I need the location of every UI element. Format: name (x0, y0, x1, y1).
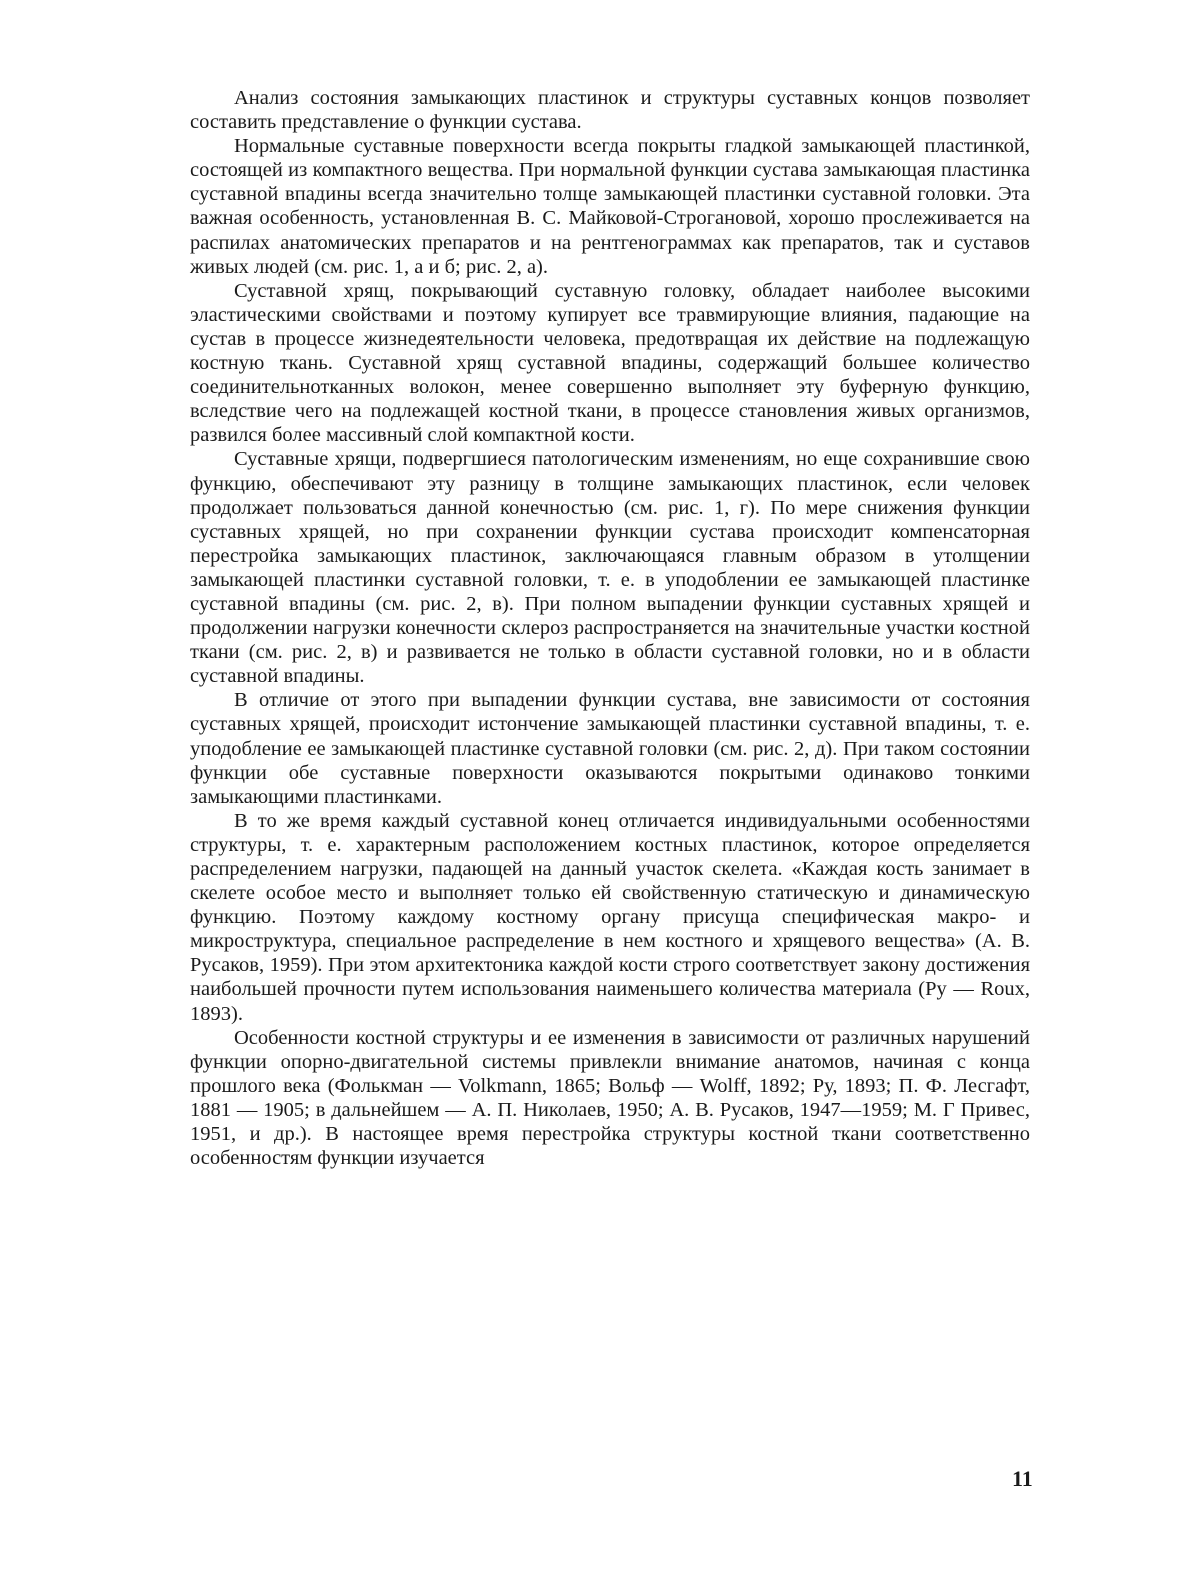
paragraph-3: Суставной хрящ, покрывающий суставную головку, обладает наиболее высокими эластическими свойствами и поэтому купирует все травмирующие влияния, падающие на сустав в процессе жизнедеятельности человека, предотвращая их действие на подлежащую костную ткань. Суставной хрящ суставной впадины, содержащий большее количество соединительнотканных волокон, менее совершенно выполняет эту буферную функцию, вследствие чего на подлежащей костной ткани, в процессе становления живых организмов, развился более массивный слой компактной кости. (190, 279, 1030, 447)
paragraph-6: В то же время каждый суставной конец отличается индивидуальными особенностями структуры, т. е. характерным расположением костных пластинок, которое определяется распределением нагрузки, падающей на данный участок скелета. «Каждая кость занимает в скелете особое место и выполняет только ей свойственную статическую и динамическую функцию. Поэтому каждому костному органу присуща специфическая макро- и микроструктура, специальное распределение в нем костного и хрящевого вещества» (А. В. Русаков, 1959). При этом архитектоника каждой кости строго соответствует закону достижения наибольшей прочности путем использования наименьшего количества материала (Ру — Roux, 1893). (190, 809, 1030, 1025)
body-text (190, 86, 1030, 1170)
paragraph-1: Анализ состояния замыкающих пластинок и структуры суставных концов позволяет составить представление о функции сустава. (190, 87, 1030, 134)
page-number: 11 (1012, 1466, 1033, 1491)
paragraph-5: В отличие от этого при выпадении функции сустава, вне зависимости от состояния суставных хрящей, происходит истончение замыкающей пластинки суставной впадины, т. е. уподобление ее замыкающей пластинке суставной головки (см. рис. 2, д). При таком состоянии функции обе суставные поверхности оказываются покрытыми одинаково тонкими замыкающими пластинками. (190, 689, 1030, 808)
paragraph-2: Нормальные суставные поверхности всегда покрыты гладкой замыкающей пластинкой, состоящей из компактного вещества. При нормальной функции сустава замыкающая пластинка суставной впадины всегда значительно толще замыкающей пластинки суставной головки. Эта важная особенность, установленная В. С. Майковой-Строгановой, хорошо прослеживается на распилах анатомических препаратов и на рентгенограммах как препаратов, так и суставов живых людей (см. рис. 1, а и б; рис. 2, а). (190, 135, 1030, 278)
paragraph-7: Особенности костной структуры и ее изменения в зависимости от различных нарушений функции опорно-двигательной системы привлекли внимание анатомов, начиная с конца прошлого века (Фолькман — Volkmann, 1865; Вольф — Wolff, 1892; Ру, 1893; П. Ф. Лесгафт, 1881 — 1905; в дальнейшем — А. П. Николаев, 1950; А. В. Русаков, 1947—1959; М. Г Привес, 1951, и др.). В настоящее время перестройка структуры костной ткани соответственно особенностям функции изучается (190, 1026, 1030, 1170)
paragraph-4: Суставные хрящи, подвергшиеся патологическим изменениям, но еще сохранившие свою функцию, обеспечивают эту разницу в толщине замыкающих пластинок, если человек продолжает пользоваться данной конечностью (см. рис. 1, г). По мере снижения функции суставных хрящей, но при сохранении функции сустава происходит компенсаторная перестройка замыкающих пластинок, заключающаяся главным образом в утолщении замыкающей пластинки суставной головки, т. е. в уподоблении ее замыкающей пластинке суставной впадины (см. рис. 2, в). При полном выпадении функции суставных хрящей и продолжении нагрузки конечности склероз распространяется на значительные участки костной ткани (см. рис. 2, в) и развивается не только в области суставной головки, но и в области суставной впадины. (190, 448, 1030, 688)
